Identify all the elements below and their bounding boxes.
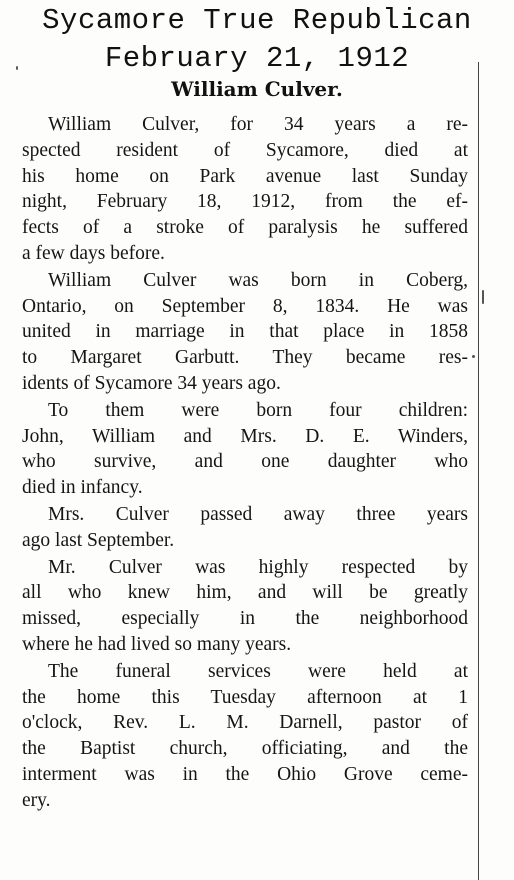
text-line: his home on Park avenue last Sunday: [22, 165, 468, 187]
text-line: William Culver, for 34 years a re-: [48, 114, 468, 135]
text-line: who survive, and one daughter who: [22, 451, 468, 473]
paragraph: [22, 268, 468, 397]
print-speck: [16, 66, 18, 70]
text-line: ery.: [22, 789, 51, 811]
text-line: Mr. Culver was highly respected by: [48, 556, 468, 578]
article-body: [22, 112, 468, 815]
paragraph: [22, 555, 468, 658]
text-line: The funeral services were held at: [48, 660, 468, 682]
column-rule: [478, 62, 479, 880]
source-header: [0, 2, 514, 78]
text-line: idents of Sycamore 34 years ago.: [22, 372, 281, 394]
text-line: night, February 18, 1912, from the ef-: [22, 191, 468, 213]
text-line: William Culver was born in Coberg,: [48, 269, 468, 291]
text-line: died in infancy.: [22, 477, 143, 499]
paragraph: [22, 112, 468, 267]
text-line: Mrs. Culver passed away three years: [48, 503, 468, 525]
text-line: John, William and Mrs. D. E. Winders,: [22, 425, 468, 447]
print-speck: [472, 355, 475, 358]
text-line: united in marriage in that place in 1858: [22, 321, 468, 343]
publication-date: February 21, 1912: [104, 42, 410, 75]
text-line: where he had lived so many years.: [22, 633, 292, 655]
text-line: all who knew him, and will be greatly: [22, 582, 468, 604]
text-line: spected resident of Sycamore, died at: [22, 139, 468, 161]
newspaper-name: Sycamore True Republican: [42, 4, 472, 37]
text-line: the Baptist church, officiating, and the: [22, 738, 468, 760]
text-line: missed, especially in the neighborhood: [22, 608, 468, 630]
text-line: Ontario, on September 8, 1834. He was: [22, 295, 468, 317]
text-line: interment was in the Ohio Grove ceme-: [22, 763, 468, 785]
text-line: to Margaret Garbutt. They became res-: [22, 347, 468, 369]
text-line: To them were born four children:: [48, 399, 468, 421]
text-line: the home this Tuesday afternoon at 1: [22, 686, 468, 708]
text-line: fects of a stroke of paralysis he suffered: [22, 217, 468, 239]
paragraph: [22, 398, 468, 501]
headline: William Culver.: [171, 77, 343, 101]
text-line: a few days before.: [22, 242, 165, 264]
paragraph: [22, 502, 468, 554]
text-line: o'clock, Rev. L. M. Darnell, pastor of: [22, 712, 468, 734]
text-line: ago last September.: [22, 529, 175, 551]
print-speck: [482, 290, 484, 304]
paragraph: [22, 659, 468, 814]
